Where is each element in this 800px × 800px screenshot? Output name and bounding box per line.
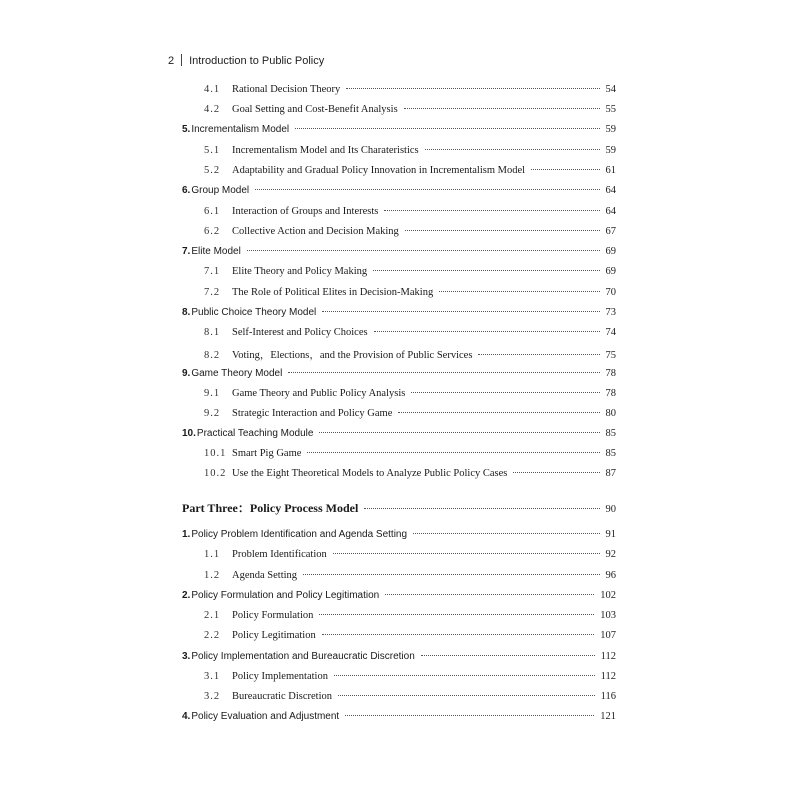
toc-entry-title: Goal Setting and Cost-Benefit Analysis (232, 104, 398, 115)
toc-entry-number: 7.2 (204, 287, 221, 298)
toc-entry[interactable] (204, 630, 616, 644)
toc-entry[interactable] (204, 671, 616, 685)
toc-entry-page: 90 (605, 504, 616, 515)
toc-entry-page: 69 (605, 266, 616, 277)
toc-entry-title: Game Theory Model (191, 368, 283, 379)
toc-entry-page: 59 (605, 145, 616, 156)
toc-entry[interactable] (204, 468, 616, 482)
toc-entry-title: Game Theory and Public Policy Analysis (232, 388, 406, 399)
toc-entry-title: Public Choice Theory Model (191, 307, 317, 318)
toc-entry-title: Self-Interest and Policy Choices (232, 327, 368, 338)
dot-leader (421, 655, 595, 656)
dot-leader (374, 331, 600, 332)
toc-entry-number: 9.1 (204, 388, 221, 399)
toc-entry-page: 87 (605, 468, 616, 479)
dot-leader (307, 452, 599, 453)
running-header (168, 54, 324, 67)
toc-entry-number: 10. (182, 428, 196, 439)
toc-entry-page: 78 (605, 388, 616, 399)
toc-entry-page: 55 (605, 104, 616, 115)
toc-entry-title: Policy Formulation (232, 610, 314, 621)
toc-entry-page: 107 (600, 630, 616, 641)
toc-entry-page: 102 (600, 590, 616, 601)
toc-entry[interactable] (204, 570, 616, 584)
toc-entry-number: 7. (182, 246, 191, 257)
toc-entry[interactable] (204, 266, 616, 280)
toc-entry-number: 3.2 (204, 691, 221, 702)
toc-entry-title: Policy Evaluation and Adjustment (191, 711, 340, 722)
toc-entry-number: 2.2 (204, 630, 221, 641)
dot-leader (322, 634, 595, 635)
dot-leader (364, 508, 599, 509)
toc-entry-number: 2. (182, 590, 191, 601)
toc-entry-number: 10.2 (204, 468, 227, 479)
toc-entry-title: Policy Problem Identification and Agenda Setting (191, 529, 408, 540)
toc-entry-title: Group Model (191, 185, 250, 196)
dot-leader (319, 432, 599, 433)
toc-entry[interactable] (182, 307, 616, 321)
dot-leader (247, 250, 600, 251)
toc-entry-number: 5. (182, 124, 191, 135)
toc-entry-title: Collective Action and Decision Making (232, 226, 399, 237)
toc-entry-number: 6.1 (204, 206, 221, 217)
toc-entry-number: 5.2 (204, 165, 221, 176)
dot-leader (425, 149, 600, 150)
toc-entry-page: 75 (605, 350, 616, 361)
toc-entry[interactable] (204, 327, 616, 341)
dot-leader (346, 88, 599, 89)
toc-entry-number: 5.1 (204, 145, 221, 156)
toc-entry-page: 103 (600, 610, 616, 621)
toc-entry-page: 73 (605, 307, 616, 318)
toc-entry-title: Policy Implementation and Bureaucratic Discretion (191, 651, 415, 662)
header-divider (181, 54, 182, 66)
toc-entry-title: Use the Eight Theoretical Models to Analyze Public Policy Cases (232, 468, 508, 479)
toc-entry[interactable] (204, 388, 616, 402)
toc-entry[interactable] (182, 711, 616, 725)
toc-entry-page: 92 (605, 549, 616, 560)
dot-leader (411, 392, 599, 393)
dot-leader (345, 715, 594, 716)
header-book-title: Introduction to Public Policy (189, 55, 325, 67)
toc-entry-title: Adaptability and Gradual Policy Innovation in Incrementalism Model (232, 165, 526, 176)
dot-leader (398, 412, 599, 413)
toc-entry-number: 3. (182, 651, 191, 662)
dot-leader (255, 189, 599, 190)
toc-entry-page: 69 (605, 246, 616, 257)
toc-entry[interactable] (204, 226, 616, 240)
dot-leader (303, 574, 599, 575)
toc-entry[interactable] (204, 408, 616, 422)
toc-entry-number: 9.2 (204, 408, 221, 419)
toc-entry[interactable] (204, 691, 616, 705)
dot-leader (385, 594, 594, 595)
toc-entry-page: 96 (605, 570, 616, 581)
toc-entry-number: 1.1 (204, 549, 221, 560)
toc-entry-number: 4. (182, 711, 191, 722)
toc-entry-page: 64 (605, 206, 616, 217)
header-page-number: 2 (168, 55, 175, 67)
toc-entry[interactable] (204, 448, 616, 462)
dot-leader (295, 128, 599, 129)
toc-entry[interactable] (204, 347, 616, 361)
toc-entry[interactable] (182, 651, 616, 665)
toc-entry-page: 112 (600, 651, 616, 662)
dot-leader (288, 372, 599, 373)
toc-entry[interactable] (204, 287, 616, 301)
toc-entry-page: 85 (605, 428, 616, 439)
toc-entry-title: Practical Teaching Module (196, 428, 314, 439)
dot-leader (404, 108, 600, 109)
toc-entry-number: 4.1 (204, 84, 221, 95)
toc-entry-title: Strategic Interaction and Policy Game (232, 408, 393, 419)
dot-leader (322, 311, 599, 312)
dot-leader (373, 270, 599, 271)
toc-entry[interactable] (204, 206, 616, 220)
toc-entry-page: 91 (605, 529, 616, 540)
dot-leader (478, 354, 599, 355)
toc-entry[interactable] (182, 590, 616, 604)
toc-entry[interactable] (182, 529, 616, 543)
toc-entry-title: Elite Theory and Policy Making (232, 266, 368, 277)
toc-entry-title: Smart Pig Game (232, 448, 302, 459)
toc-entry-title: Part Three：Policy Process Model (182, 501, 359, 515)
toc-entry[interactable] (204, 610, 616, 624)
toc-entry-title: Policy Legitimation (232, 630, 316, 641)
toc-entry-title: Voting，Elections，and the Provision of Public Services (232, 350, 473, 361)
toc-entry[interactable] (204, 104, 616, 118)
toc-entry-number: 1.2 (204, 570, 221, 581)
toc-entry[interactable] (182, 368, 616, 382)
toc-entry-number: 6. (182, 185, 191, 196)
toc-entry-page: 78 (605, 368, 616, 379)
toc-entry-title: Elite Model (191, 246, 241, 257)
toc-entry-number: 7.1 (204, 266, 221, 277)
toc-entry-page: 85 (605, 448, 616, 459)
toc-entry-title: Problem Identification (232, 549, 327, 560)
dot-leader (531, 169, 599, 170)
toc-entry-number: 8.2 (204, 350, 221, 361)
dot-leader (405, 230, 600, 231)
toc-entry-number: 6.2 (204, 226, 221, 237)
dot-leader (439, 291, 599, 292)
dot-leader (384, 210, 599, 211)
toc-entry-title: Incrementalism Model and Its Charateristics (232, 145, 419, 156)
toc-entry[interactable] (182, 499, 616, 513)
dot-leader (413, 533, 599, 534)
toc-entry-page: 64 (605, 185, 616, 196)
toc-entry-title: Agenda Setting (232, 570, 298, 581)
toc-entry[interactable] (204, 549, 616, 563)
toc-entry-number: 8. (182, 307, 191, 318)
toc-entry-page: 61 (605, 165, 616, 176)
toc-entry-page: 80 (605, 408, 616, 419)
toc-entry-title: Incrementalism Model (191, 124, 290, 135)
toc-entry[interactable] (182, 185, 616, 199)
toc-entry-page: 121 (600, 711, 616, 722)
toc-entry-page: 112 (600, 671, 616, 682)
toc-entry-page: 67 (605, 226, 616, 237)
toc-entry-page: 74 (605, 327, 616, 338)
toc-entry-title: Bureaucratic Discretion (232, 691, 332, 702)
toc-entry-title: The Role of Political Elites in Decision-Making (232, 287, 434, 298)
toc-entry[interactable] (182, 246, 616, 260)
toc-entry-title: Rational Decision Theory (232, 84, 341, 95)
toc-entry-number: 4.2 (204, 104, 221, 115)
toc-entry-number: 2.1 (204, 610, 221, 621)
toc-entry[interactable] (204, 165, 616, 179)
toc-entry-title: Policy Formulation and Policy Legitimation (191, 590, 380, 601)
dot-leader (319, 614, 594, 615)
toc-entry-title: Policy Implementation (232, 671, 328, 682)
toc-entry[interactable] (182, 124, 616, 138)
toc-entry-title: Interaction of Groups and Interests (232, 206, 379, 217)
dot-leader (513, 472, 599, 473)
toc-entry-page: 54 (605, 84, 616, 95)
toc-entry-number: 8.1 (204, 327, 221, 338)
toc-entry-number: 1. (182, 529, 191, 540)
dot-leader (333, 553, 600, 554)
dot-leader (338, 695, 595, 696)
toc-entry[interactable] (182, 428, 616, 442)
toc-entry-number: 3.1 (204, 671, 221, 682)
toc-entry[interactable] (204, 84, 616, 98)
dot-leader (334, 675, 595, 676)
toc-entry-number: 9. (182, 368, 191, 379)
toc-entry-page: 70 (605, 287, 616, 298)
toc-entry-number: 10.1 (204, 448, 227, 459)
toc-entry-page: 116 (600, 691, 616, 702)
toc-entry-page: 59 (605, 124, 616, 135)
toc-entry[interactable] (204, 145, 616, 159)
